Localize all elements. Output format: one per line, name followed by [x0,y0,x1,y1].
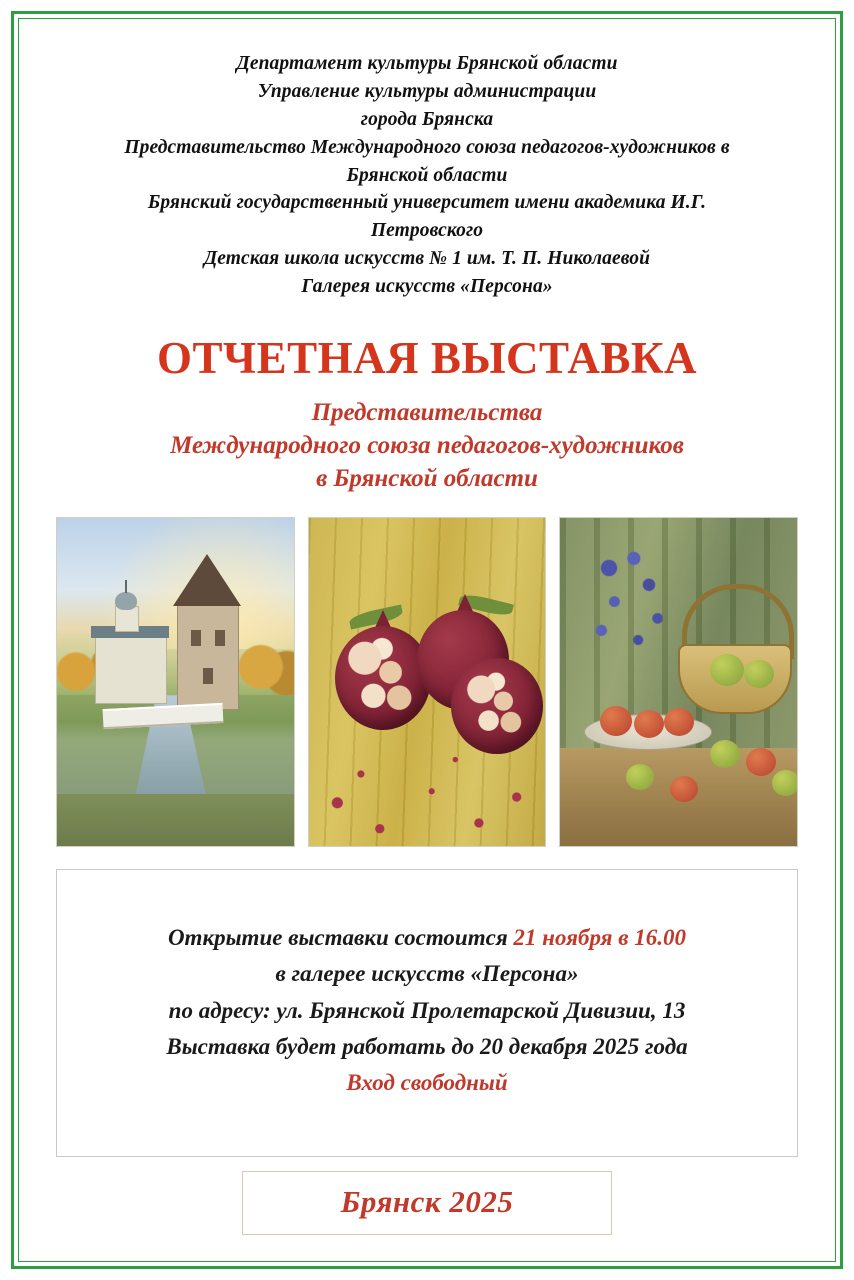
opening-datetime: 21 ноября в 16.00 [513,925,687,951]
foreground-bank [57,794,294,846]
opening-line [77,920,777,956]
tower-window [191,630,201,646]
blue-flowers [582,544,690,664]
brick-tower [177,604,239,710]
organiser-line: Брянской области [346,164,508,186]
organiser-line: Управление культуры администрации [257,80,597,102]
address-line: по адресу: ул. Брянской Пролетарской Дивизии, 13 [168,997,686,1023]
tower-window [203,668,213,684]
organiser-line: города Брянска [360,108,494,130]
artwork-gallery [54,517,800,847]
footer-box [242,1171,612,1235]
subtitle-line: Международного союза педагогов-художников [170,432,684,460]
fallen-petals [309,702,546,846]
painting-still-life-basket [559,517,798,847]
organiser-line: Департамент культуры Брянской области [236,53,618,74]
green-apple [772,770,798,796]
tower-roof [173,554,241,606]
organiser-line: Представительство Международного союза педагогов-художников в [124,136,730,158]
church-body [95,636,167,704]
opening-prefix: Открытие выставки состоится [167,925,514,951]
organiser-line: Брянский государственный университет имени академика И.Г. [147,192,707,214]
organisers-block [54,50,800,301]
subtitle-line: Представительства [311,399,543,427]
venue-line: в галерее искусств «Персона» [275,961,579,987]
poster-content [10,10,844,1270]
church-drum [115,606,139,632]
subtitle-block [54,396,800,495]
event-details-box [56,869,798,1157]
organiser-line: Галерея искусств «Персона» [301,276,553,297]
subtitle-line: в Брянской области [316,465,538,493]
tower-window [215,630,225,646]
duration-line: Выставка будет работать до 20 декабря 2025 года [166,1034,688,1060]
church-cross [125,580,127,593]
city-year: Брянск 2025 [340,1183,514,1219]
church-dome [115,592,137,610]
organiser-line: Петровского [370,220,484,242]
painting-pomegranates [308,517,547,847]
page-title: ОТЧЕТНАЯ ВЫСТАВКА [157,332,697,383]
organiser-line: Детская школа искусств № 1 им. Т. П. Николаевой [203,248,651,270]
painting-church-landscape [56,517,295,847]
free-entry-line: Вход свободный [346,1070,508,1096]
